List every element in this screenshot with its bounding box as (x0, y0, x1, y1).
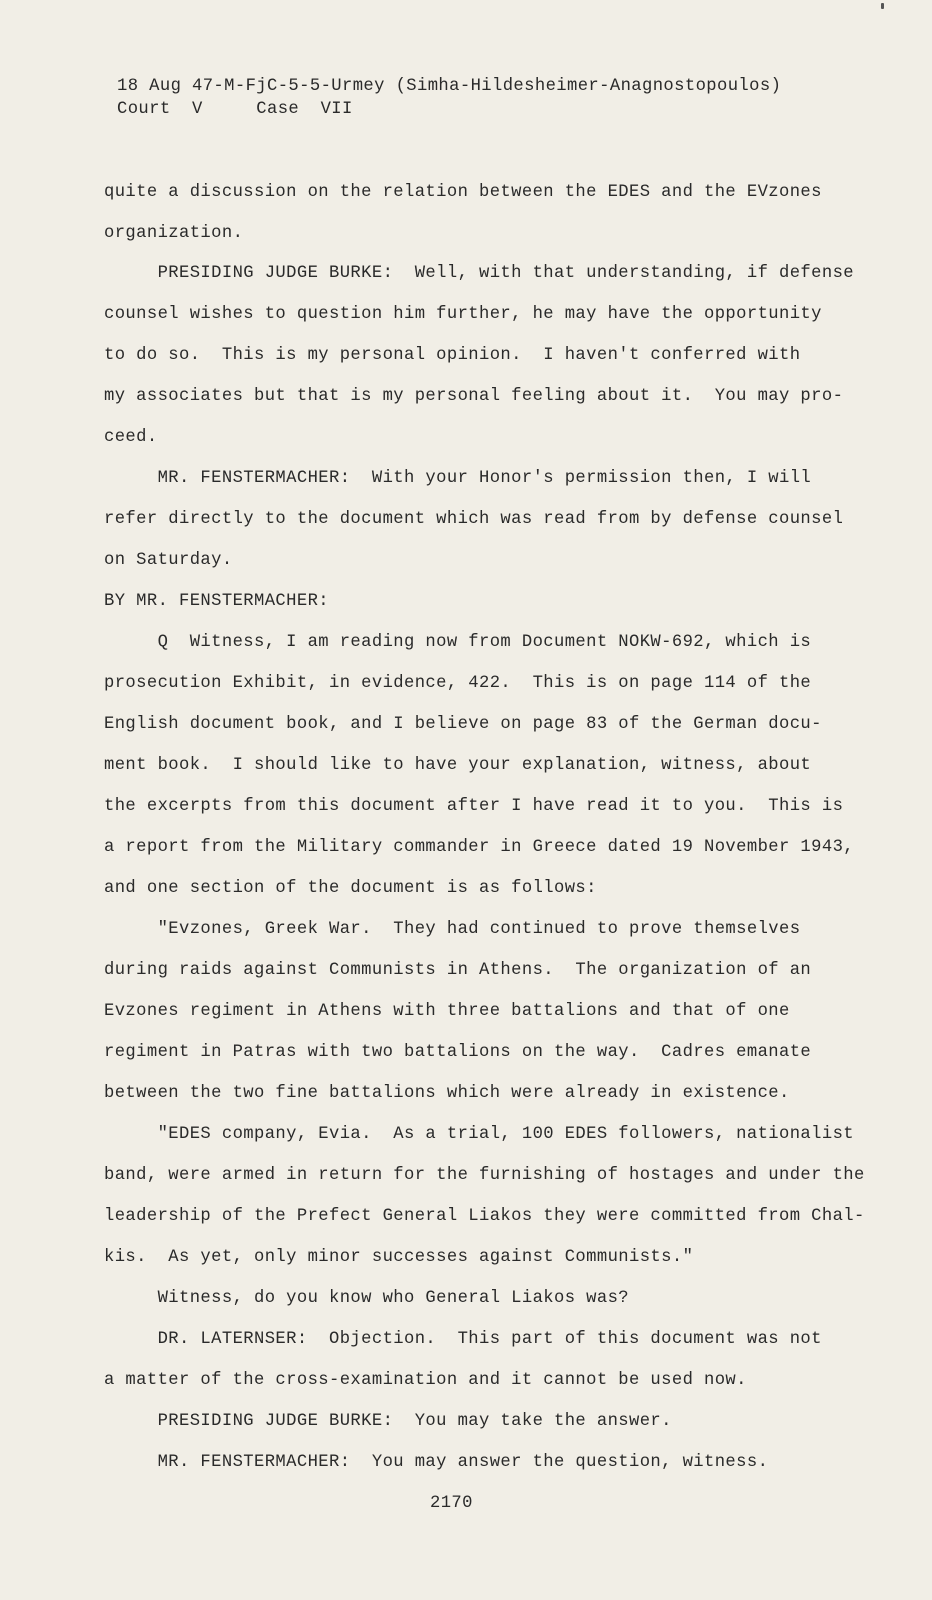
body-line: counsel wishes to question him further, he may have the opportunity (104, 305, 822, 324)
body-line: during raids against Communists in Athens. The organization of an (104, 961, 812, 980)
body-line: prosecution Exhibit, in evidence, 422. This is on page 114 of the (104, 674, 812, 693)
header-line-2: Court V Case VII (117, 100, 353, 119)
body-line: regiment in Patras with two battalions on the way. Cadres emanate (104, 1043, 812, 1062)
body-line: kis. As yet, only minor successes against Communists." (104, 1248, 694, 1267)
body-line: DR. LATERNSER: Objection. This part of this document was not (104, 1330, 822, 1349)
body-line: a matter of the cross-examination and it cannot be used now. (104, 1371, 747, 1390)
body-line: on Saturday. (104, 551, 233, 570)
body-line: Q Witness, I am reading now from Document NOKW-692, which is (104, 633, 812, 652)
body-line: my associates but that is my personal feeling about it. You may pro- (104, 387, 844, 406)
body-line: PRESIDING JUDGE BURKE: Well, with that understanding, if defense (104, 264, 854, 283)
body-line: ment book. I should like to have your explanation, witness, about (104, 756, 812, 775)
body-line: English document book, and I believe on page 83 of the German docu- (104, 715, 822, 734)
body-line: BY MR. FENSTERMACHER: (104, 592, 329, 611)
body-line: MR. FENSTERMACHER: You may answer the question, witness. (104, 1453, 769, 1472)
body-line: "EDES company, Evia. As a trial, 100 EDES followers, nationalist (104, 1125, 854, 1144)
body-line: PRESIDING JUDGE BURKE: You may take the answer. (104, 1412, 672, 1431)
body-line: band, were armed in return for the furnishing of hostages and under the (104, 1166, 865, 1185)
body-line: ceed. (104, 428, 158, 447)
body-line: to do so. This is my personal opinion. I haven't conferred with (104, 346, 801, 365)
body-line: Evzones regiment in Athens with three battalions and that of one (104, 1002, 790, 1021)
body-line: MR. FENSTERMACHER: With your Honor's permission then, I will (104, 469, 812, 488)
body-line: "Evzones, Greek War. They had continued to prove themselves (104, 920, 801, 939)
body-line: between the two fine battalions which were already in existence. (104, 1084, 790, 1103)
page-number: 2170 (430, 1494, 473, 1513)
body-line: leadership of the Prefect General Liakos they were committed from Chal- (104, 1207, 865, 1226)
body-line: and one section of the document is as follows: (104, 879, 597, 898)
body-line: Witness, do you know who General Liakos was? (104, 1289, 629, 1308)
body-line: the excerpts from this document after I have read it to you. This is (104, 797, 844, 816)
body-line: refer directly to the document which was read from by defense counsel (104, 510, 844, 529)
header-line-1: 18 Aug 47-M-FjC-5-5-Urmey (Simha-Hildesheimer-Anagnostopoulos) (117, 77, 782, 96)
body-line: quite a discussion on the relation between the EDES and the EVzones (104, 183, 822, 202)
ink-speck (881, 3, 884, 9)
body-line: a report from the Military commander in Greece dated 19 November 1943, (104, 838, 854, 857)
body-line: organization. (104, 224, 244, 243)
